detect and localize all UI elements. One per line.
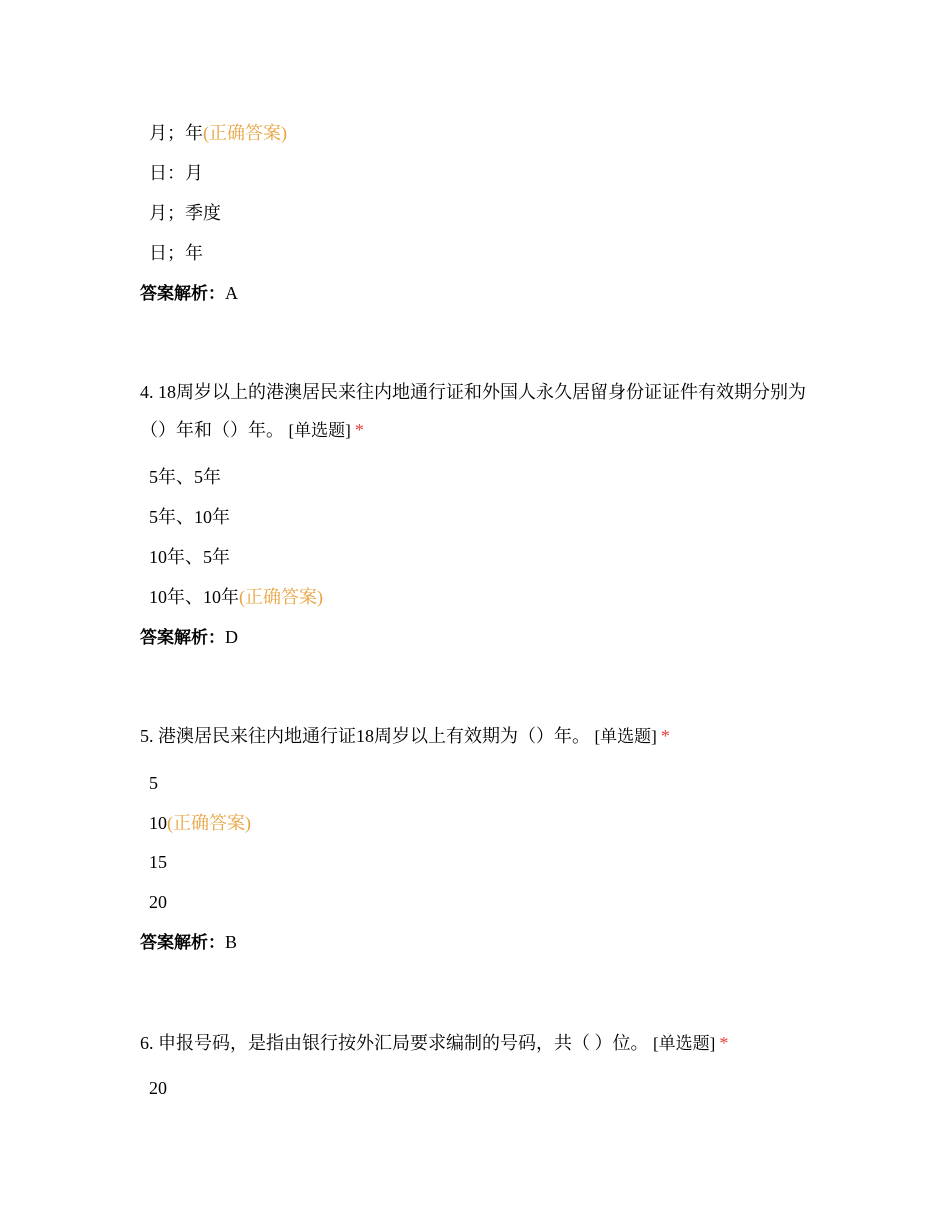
q5-option-d xyxy=(149,891,167,913)
required-mark: * xyxy=(354,420,364,440)
q5-option-a-text: 5 xyxy=(149,773,158,793)
analysis-label: 答案解析： xyxy=(140,284,225,304)
q4-option-b xyxy=(149,506,230,528)
q4-option-d xyxy=(149,586,323,608)
q5-type: [单选题] xyxy=(594,727,657,746)
correct-answer-tag: (正确答案) xyxy=(239,587,323,607)
q4-analysis xyxy=(140,626,238,649)
analysis-label: 答案解析： xyxy=(140,628,225,648)
required-mark: * xyxy=(660,726,670,746)
correct-answer-tag: (正确答案) xyxy=(203,123,287,143)
q6-title xyxy=(140,1024,820,1063)
q4-option-c xyxy=(149,546,230,568)
q3-option-c xyxy=(149,202,221,224)
q3-analysis xyxy=(140,282,238,305)
q5-option-c xyxy=(149,851,167,873)
q3-option-d-text: 日；年 xyxy=(149,243,203,263)
q3-option-a-text: 月；年 xyxy=(149,123,203,143)
q5-title xyxy=(140,717,820,756)
required-mark: * xyxy=(719,1033,729,1053)
q4-analysis-answer: D xyxy=(225,627,238,647)
q5-option-a xyxy=(149,772,158,794)
analysis-label: 答案解析： xyxy=(140,933,225,953)
q3-option-a xyxy=(149,122,287,144)
q5-analysis xyxy=(140,931,237,954)
q3-option-b-text: 日：月 xyxy=(149,163,203,183)
q6-option-a-text: 20 xyxy=(149,1078,167,1098)
q4-option-a-text: 5年、5年 xyxy=(149,467,221,487)
q4-option-d-text: 10年、10年 xyxy=(149,587,239,607)
q4-type: [单选题] xyxy=(288,421,351,440)
q3-option-c-text: 月；季度 xyxy=(149,203,221,223)
q6-type: [单选题] xyxy=(653,1034,716,1053)
correct-answer-tag: (正确答案) xyxy=(167,813,251,833)
q5-option-d-text: 20 xyxy=(149,892,167,912)
q5-text: 5. 港澳居民来往内地通行证18周岁以上有效期为（）年。 xyxy=(140,726,590,746)
q3-option-b xyxy=(149,162,203,184)
q4-title xyxy=(140,373,820,450)
q5-option-c-text: 15 xyxy=(149,852,167,872)
q5-option-b xyxy=(149,812,251,834)
q4-option-a xyxy=(149,466,221,488)
q4-option-b-text: 5年、10年 xyxy=(149,507,230,527)
q5-analysis-answer: B xyxy=(225,932,238,952)
q5-option-b-text: 10 xyxy=(149,813,167,833)
q6-option-a xyxy=(149,1077,167,1099)
q3-option-d xyxy=(149,242,203,264)
q4-text: 4. 18周岁以上的港澳居民来往内地通行证和外国人永久居留身份证证件有效期分别为（）年和（）年。 xyxy=(140,382,806,440)
q4-option-c-text: 10年、5年 xyxy=(149,547,230,567)
q3-analysis-answer: A xyxy=(225,283,238,303)
q6-text: 6. 申报号码，是指由银行按外汇局要求编制的号码，共（ ）位。 xyxy=(140,1033,649,1053)
